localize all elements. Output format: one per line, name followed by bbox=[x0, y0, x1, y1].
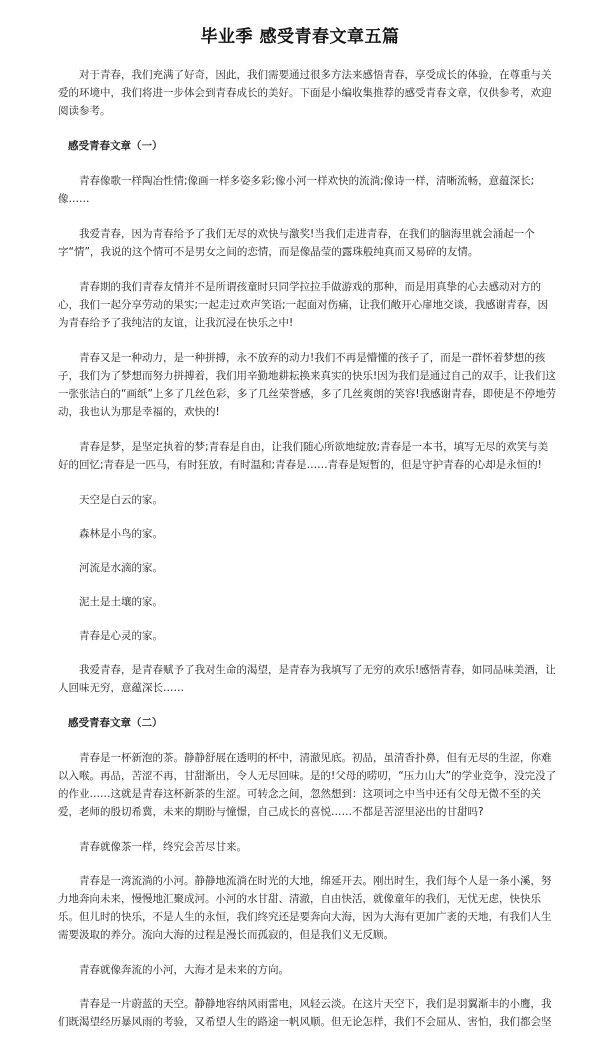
paragraph: 青春是一杯新泡的茶。静静舒展在透明的杯中，清澈见底。初品，虽清香扑鼻，但有无尽的生涩，你难以入喉。再品，苦涩不再，甘甜渐出，令人无尽回味。是的!父母的唠叨，“压力山大”的学业竞争，没完没了的作业……这就是青春这杯新茶的生涩。可转念之间，忽然想到：这项诃之中当中还有父母无微不至的关爱，老师的殷切希冀，未来的期盼与憧憬，自己成长的喜悦……不都是苦涩里泌出的甘甜吗? bbox=[58, 752, 557, 818]
paragraph: 青春期的我们青春友情并不是所谓孩童时只同学拉拉手做游戏的那种，而是用真挚的心去感动对方的心，我们一起分享劳动的果实;一起走过欢声笑语;一起面对伤痛，让我们敞开心扉地交谈，我感谢青春，因为青春给予了我纯洁的友谊，让我沉浸在快乐之中! bbox=[58, 281, 549, 329]
paragraph: 青春又是一种动力，是一种拼搏，永不放弃的动力!我们不再是懵懂的孩子了，而是一群怀着梦想的孩子，我们为了梦想而努力拼搏着，我们用辛勤地耕耘换来真实的快乐!因为我们是通过自己的双手，让我们这一张张洁白的“画纸”上多了几丝色彩，多了几丝荣誉感，多了几丝爽朗的笑容!我感谢青春，即使是不停地劳动，我也认为那是幸福的，欢快的! bbox=[58, 352, 557, 418]
paragraph: 青春像歌一样陶冶性情;像画一样多姿多彩;像小河一样欢快的流淌;像诗一样，清晰流畅，意蕴深长;像…… bbox=[58, 175, 535, 205]
paragraph: 我爱青春，因为青春给予了我们无尽的欢快与激奖!当我们走进青春，在我们的脑海里就会涌起一个字“情”，我说的这个情可不是男女之间的恋情，而是像晶莹的露珠般纯真而又易碎的友情。 bbox=[58, 228, 535, 258]
poem-line: 河流是水滴的家。 bbox=[79, 562, 163, 574]
document-title: 毕业季 感受青春文章五篇 bbox=[200, 27, 400, 47]
poem-line: 青春是心灵的家。 bbox=[79, 630, 163, 642]
paragraph: 青春是一湾流淌的小河。静静地流淌在时光的大地，绵延开去。刚出时生，我们每个人是一条小溪，努力地奔向未来，慢慢地汇聚成河。小河的水甘甜、清澈，自由快活，就像童年的我们，无忧无虑，快快乐乐。但儿时的快乐，不是人生的永恒，我们终究还是要奔向大海，因为大海有更加广袤的天地，有我们人生需要汲取的养分。流向大海的过程是漫长而孤寂的，但是我们义无反顾。 bbox=[58, 875, 552, 941]
summary-line: 青春就像奔流的小河，大海才是未来的方向。 bbox=[79, 964, 289, 976]
section-heading-2: 感受青春文章（二） bbox=[68, 717, 163, 729]
paragraph: 青春是一片蔚蓝的天空。静静地容纳风雨雷电，风轻云淡。在这片天空下，我们是羽翼渐丰的小鹰，我们既渴望经历暴风雨的考验，又希望人生的路途一帆风顺。但无论怎样，我们不会屈从、害怕，我们都会坚 bbox=[58, 998, 552, 1028]
summary-line: 青春就像茶一样，终究会苦尽甘来。 bbox=[79, 841, 247, 853]
poem-line: 泥土是土壤的家。 bbox=[79, 596, 163, 608]
article-body bbox=[58, 66, 558, 1048]
paragraph: 青春是梦，是坚定执着的梦;青春是自由，让我们随心所欲地绽放;青春是一本书，填写无尽的欢笑与美好的回忆;青春是一匹马，有时狂放，有时温和;青春是……青春是短暂的，但是守护青春的心却是永恒的! bbox=[58, 441, 549, 471]
section-heading-1: 感受青春文章（一） bbox=[68, 140, 163, 152]
poem-line: 森林是小鸟的家。 bbox=[79, 528, 163, 540]
closing-paragraph: 我爱青春，是青春赋予了我对生命的渴望，是青春为我填写了无穷的欢乐!感悟青春，如同品味美酒，让人回味无穷，意蕴深长…… bbox=[58, 664, 556, 694]
intro-paragraph: 对于青春，我们充满了好奇，因此，我们需要通过很多方法来感悟青春，享受成长的体验，在尊重与关爱的环境中，我们将进一步体会到青春成长的美好。下面是小编收集推荐的感受青春文章，仅供参考，欢迎阅读参考。 bbox=[58, 69, 552, 117]
poem-line: 天空是白云的家。 bbox=[79, 494, 163, 506]
